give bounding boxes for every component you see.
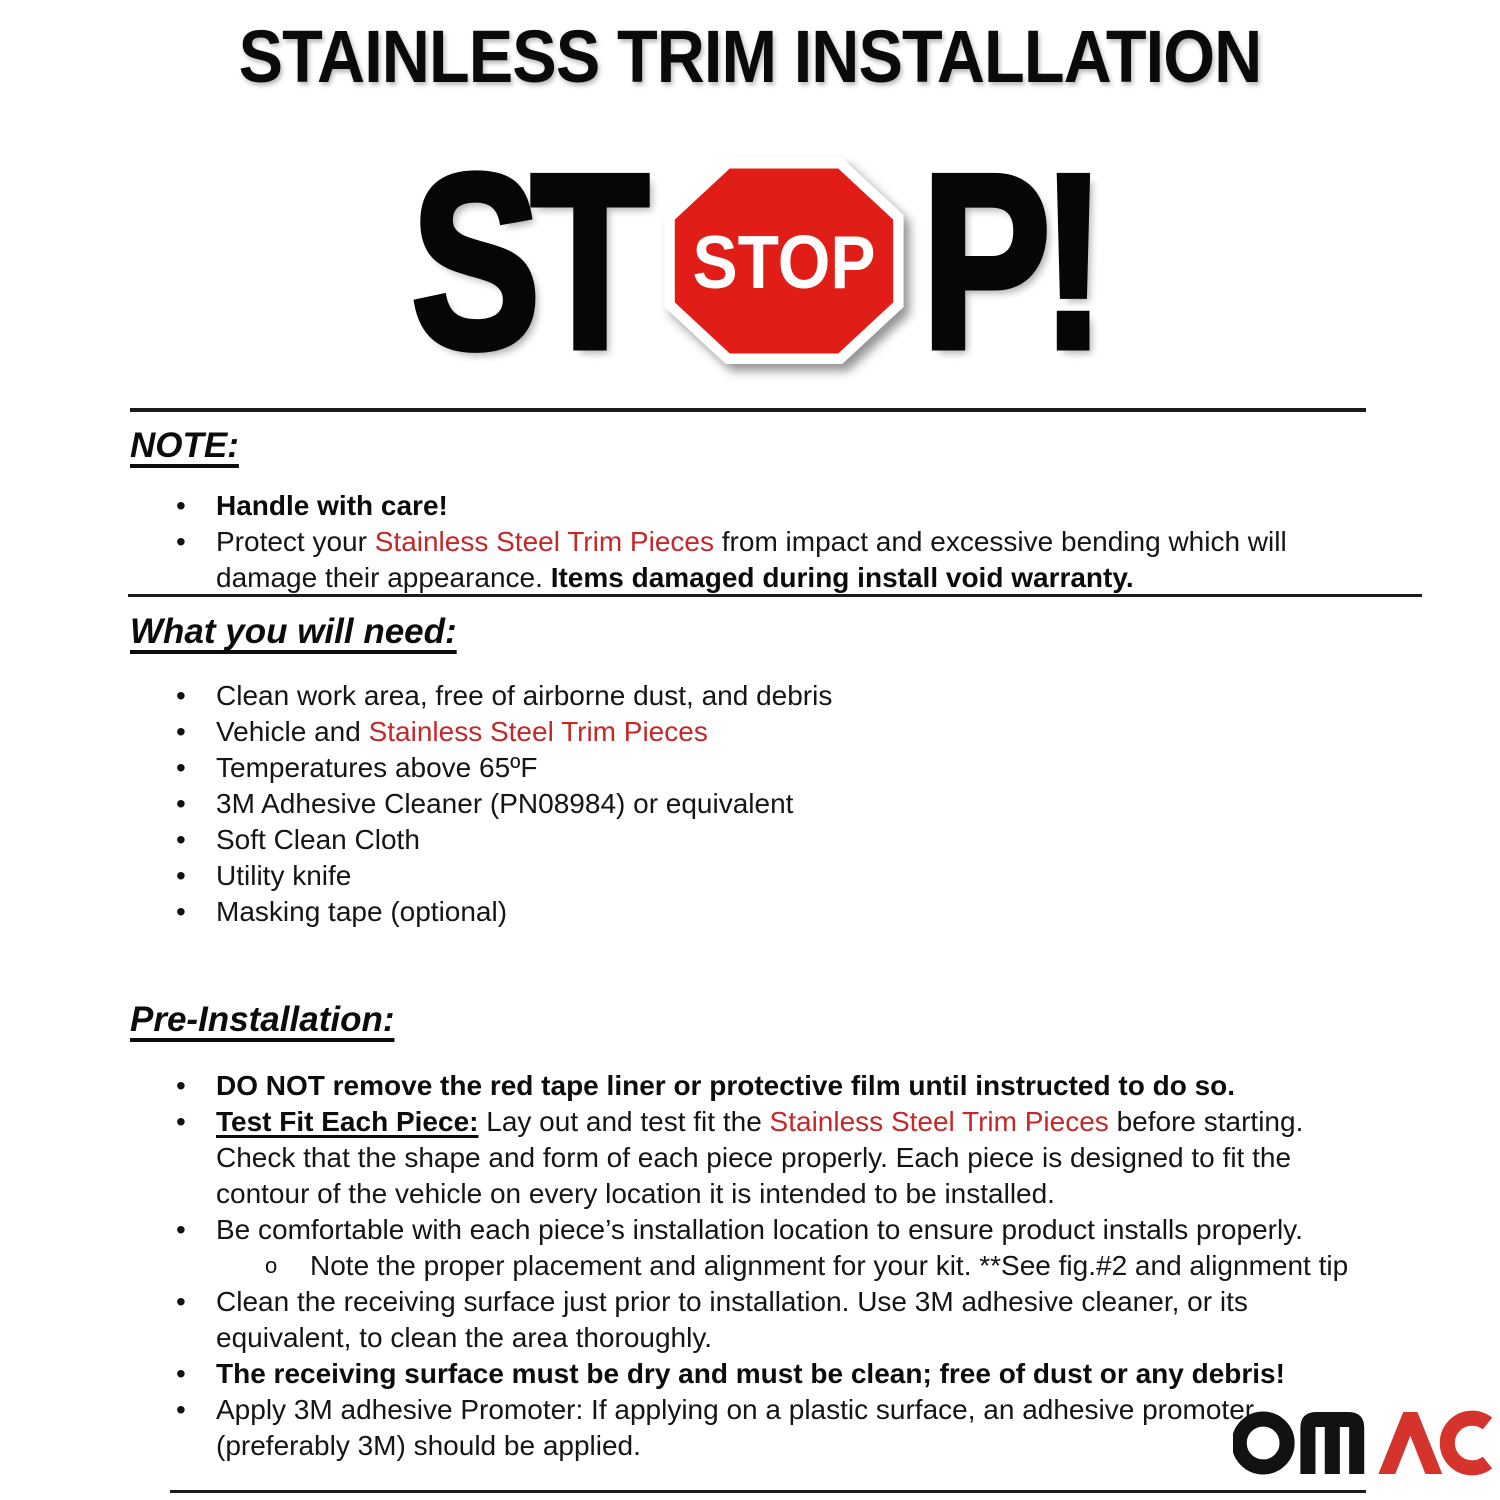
list-item: [130, 1392, 1400, 1464]
text-segment: Items damaged during install void warranty.: [550, 562, 1134, 593]
what-you-need-list: [130, 678, 1400, 930]
text-segment: Clean the receiving surface just prior to installation. Use 3M adhesive cleaner, or its equivalent, to clean the area thoroughly.: [216, 1286, 1248, 1353]
sub-list-item: [130, 1248, 1400, 1284]
text-segment: Utility knife: [216, 860, 352, 891]
text-segment: Masking tape (optional): [216, 896, 508, 927]
list-item: [130, 858, 1400, 894]
pre-installation-section: [130, 1000, 1400, 1464]
list-item: [130, 1284, 1400, 1356]
text-segment: 3M Adhesive Cleaner (PN08984) or equivalent: [216, 788, 794, 819]
bullet-text: [216, 488, 1374, 524]
list-item: [130, 1356, 1400, 1392]
text-segment: Stainless Steel Trim Pieces: [368, 716, 708, 747]
bullet-marker: •: [176, 490, 186, 521]
bullet-text: [310, 1248, 1372, 1284]
stop-text-left: ST: [410, 122, 640, 400]
text-segment: Protect your: [216, 526, 375, 557]
bullet-marker: •: [176, 526, 186, 557]
what-you-need-section: [130, 612, 1400, 930]
list-item: [130, 786, 1400, 822]
text-segment: Be comfortable with each piece’s installation location to ensure product installs properly.: [216, 1214, 1303, 1245]
bullet-marker: •: [176, 788, 186, 819]
list-item: [130, 488, 1400, 524]
bullet-text: [216, 1068, 1374, 1104]
text-segment: Stainless Steel Trim Pieces: [374, 526, 714, 557]
stop-sign-label: STOP: [692, 220, 876, 305]
list-item: [130, 894, 1400, 930]
bullet-marker: •: [176, 860, 186, 891]
bullet-marker: •: [176, 1214, 186, 1245]
bullet-marker: •: [176, 1286, 186, 1317]
text-segment: The receiving surface must be dry and must be clean; free of dust or any debris!: [216, 1358, 1285, 1389]
text-segment: Lay out and test fit the: [478, 1106, 770, 1137]
list-item: [130, 1212, 1400, 1248]
bullet-marker: •: [176, 896, 186, 927]
bullet-text: [216, 786, 1374, 822]
bullet-marker: •: [176, 716, 186, 747]
note-list: [130, 488, 1400, 596]
text-segment: Soft Clean Cloth: [216, 824, 420, 855]
bullet-marker: •: [176, 680, 186, 711]
bullet-text: [216, 1212, 1374, 1248]
pre-installation-list: [130, 1068, 1400, 1464]
stop-sign-icon: [659, 157, 909, 365]
bullet-marker: •: [176, 824, 186, 855]
note-heading: NOTE:: [130, 426, 239, 465]
bullet-text: [216, 1284, 1374, 1356]
list-item: [130, 524, 1400, 596]
text-segment: Stainless Steel Trim Pieces: [769, 1106, 1109, 1137]
what-you-need-heading: What you will need:: [130, 612, 457, 651]
text-segment: Apply 3M adhesive Promoter: If applying on a plastic surface, an adhesive promoter (preferably 3M) should be applied.: [216, 1394, 1255, 1461]
bullet-text: [216, 750, 1374, 786]
text-segment: DO NOT remove the red tape liner or protective film until instructed to do so.: [216, 1070, 1236, 1101]
stop-text-right: P!: [922, 122, 1097, 400]
list-item: [130, 1068, 1400, 1104]
bullet-marker: •: [176, 1106, 186, 1137]
bullet-text: [216, 1104, 1374, 1212]
list-item: [130, 714, 1400, 750]
divider-top: [130, 408, 1366, 412]
divider-bottom: [170, 1490, 1366, 1493]
list-item: [130, 678, 1400, 714]
bullet-text: [216, 858, 1374, 894]
bullet-text: [216, 822, 1374, 858]
bullet-text: [216, 524, 1374, 596]
text-segment: Note the proper placement and alignment for your kit. **See fig.#2 and alignment tip: [310, 1250, 1349, 1281]
list-item: [130, 750, 1400, 786]
bullet-marker: •: [176, 1394, 186, 1425]
bullet-text: [216, 1392, 1374, 1464]
bullet-text: [216, 678, 1374, 714]
bullet-marker: •: [176, 752, 186, 783]
bullet-marker: o: [265, 1253, 278, 1278]
pre-installation-heading: Pre-Installation:: [130, 1000, 395, 1039]
divider-note-bottom: [128, 594, 1422, 597]
bullet-marker: •: [176, 1358, 186, 1389]
bullet-text: [216, 894, 1374, 930]
text-segment: from impact and excessive bending which will damage their appearance.: [216, 526, 1287, 593]
page-title: STAINLESS TRIM INSTALLATION: [238, 15, 1262, 98]
text-segment: before starting. Check that the shape and form of each piece properly. Each piece is designed to fit the contour of the vehicle on every location it is intended to be installed.: [216, 1106, 1304, 1209]
omac-logo: [1233, 1410, 1499, 1476]
list-item: [130, 822, 1400, 858]
stop-graphic: [0, 122, 1500, 400]
note-section: [130, 426, 1400, 596]
bullet-marker: •: [176, 1070, 186, 1101]
list-item: [130, 1104, 1400, 1212]
bullet-text: [216, 1356, 1374, 1392]
bullet-text: [216, 714, 1374, 750]
text-segment: Clean work area, free of airborne dust, and debris: [216, 680, 833, 711]
text-segment: Test Fit Each Piece:: [216, 1106, 479, 1137]
text-segment: Temperatures above 65ºF: [216, 752, 538, 783]
text-segment: Vehicle and: [216, 716, 369, 747]
text-segment: Handle with care!: [216, 490, 448, 521]
